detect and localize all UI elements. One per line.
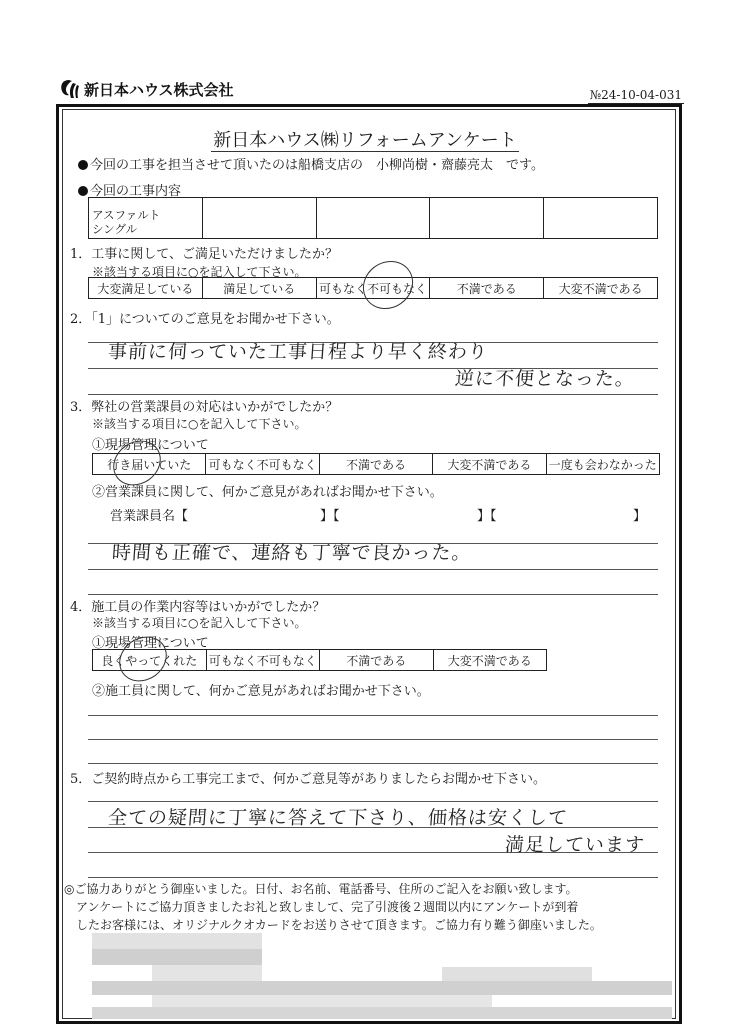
q2-handwritten-answer-line-2: 逆に不便となった。	[454, 368, 636, 390]
q4-option[interactable]: 不満である	[320, 650, 434, 671]
q5-handwritten-answer-line-1: 全ての疑問に丁寧に答えて下さり、価格は安くして	[107, 807, 569, 829]
q3-handwritten-answer: 時間も正確で、連絡も丁寧で良かった。	[111, 542, 473, 564]
q4-option[interactable]: 大変不満である	[433, 650, 547, 671]
q3-sub2-label: ②営業課員に関して、何かご意見があればお聞かせ下さい。	[92, 485, 443, 500]
closing-line-2: アンケートにご協力頂きましたお礼と致しまして、完了引渡後２週間以内にアンケートが到着	[64, 900, 579, 914]
q1-option[interactable]: 大変不満である	[544, 278, 658, 299]
q4-sub1-label: ①現場管理について	[92, 636, 209, 651]
work-content-label: 今回の工事内容	[90, 184, 182, 199]
staff-name-bracket: 】【	[477, 509, 497, 524]
redacted-customer-info	[92, 933, 682, 1019]
work-item-cell[interactable]	[89, 198, 203, 239]
company-logo	[58, 78, 234, 100]
work-item-cell[interactable]	[544, 198, 658, 239]
staff-name-bracket: 】	[633, 509, 647, 524]
q5-handwritten-answer-line-2: 満足しています	[504, 834, 646, 856]
q3-options	[92, 453, 660, 475]
q4-sub2-label: ②施工員に関して、何かご意見があればお聞かせ下さい。	[92, 684, 430, 699]
work-item-cell[interactable]	[430, 198, 544, 239]
answer-rule	[88, 801, 658, 802]
q3-option[interactable]: 可もなく不可もなく	[206, 454, 319, 475]
answer-rule	[88, 394, 658, 395]
answer-rule	[88, 594, 658, 595]
q1-option-selected[interactable]: 可もなく不可もなく	[316, 278, 430, 299]
intro-text: 今回の工事を担当させて頂いたのは船橋支店の 小柳尚樹・齋藤亮太 です。	[90, 158, 544, 173]
document-number: №24-10-04-031	[589, 88, 682, 102]
staff-name-label: 営業課員名【	[110, 509, 189, 524]
q4-question: 4．施工員の作業内容等はいかがでしたか？	[70, 600, 326, 615]
work-item-text: アスファルト シングル	[92, 208, 161, 236]
bullet-icon	[78, 160, 88, 170]
q3-option[interactable]: 不満である	[319, 454, 432, 475]
form-title-text: 新日本ハウス㈱リフォームアンケート	[213, 130, 517, 151]
form-title	[0, 126, 730, 152]
work-item-cell[interactable]	[316, 198, 430, 239]
q1-option[interactable]: 大変満足している	[89, 278, 203, 299]
work-content-table	[88, 197, 658, 239]
q1-option[interactable]: 満足している	[202, 278, 316, 299]
q2-question: 2．「1」についてのご意見をお聞かせ下さい。	[70, 312, 340, 327]
answer-rule	[88, 877, 658, 878]
company-logo-icon	[58, 78, 80, 100]
q1-option[interactable]: 不満である	[430, 278, 544, 299]
q3-option-selected[interactable]: 行き届いていた	[93, 454, 206, 475]
q4-option-selected[interactable]: 良くやってくれた	[93, 650, 207, 671]
answer-rule	[88, 569, 658, 570]
bullet-icon	[78, 186, 88, 196]
q4-option[interactable]: 可もなく不可もなく	[206, 650, 320, 671]
company-name: 新日本ハウス株式会社	[84, 80, 234, 99]
intro-line	[78, 154, 544, 173]
answer-rule	[88, 715, 658, 716]
q3-note: ※該当する項目に○を記入して下さい。	[92, 417, 307, 431]
answer-rule	[88, 763, 658, 764]
q3-sub1-label: ①現場管理について	[92, 438, 209, 453]
closing-line-3: したお客様には、オリジナルクオカードをお送りさせて頂きます。ご協力有り難う御座いました。	[64, 918, 602, 932]
answer-rule	[88, 739, 658, 740]
q3-option[interactable]: 大変不満である	[433, 454, 546, 475]
q4-note: ※該当する項目に○を記入して下さい。	[92, 616, 307, 630]
q1-question: 1．工事に関して、ご満足いただけましたか？	[70, 247, 339, 262]
closing-line-1: ◎ご協力ありがとう御座いました。日付、お名前、電話番号、住所のご記入をお願い致します。	[64, 882, 578, 896]
work-item-cell[interactable]	[202, 198, 316, 239]
staff-name-bracket: 】【	[320, 509, 340, 524]
q5-question: 5．ご契約時点から工事完工まで、何かご意見等がありましたらお聞かせ下さい。	[70, 772, 547, 787]
q1-note: ※該当する項目に○を記入して下さい。	[92, 265, 307, 279]
q2-handwritten-answer-line-1: 事前に伺っていた工事日程より早く終わり	[107, 341, 489, 363]
q3-question: 3．弊社の営業課員の対応はいかがでしたか？	[70, 400, 339, 415]
q3-option[interactable]: 一度も会わなかった	[546, 454, 659, 475]
